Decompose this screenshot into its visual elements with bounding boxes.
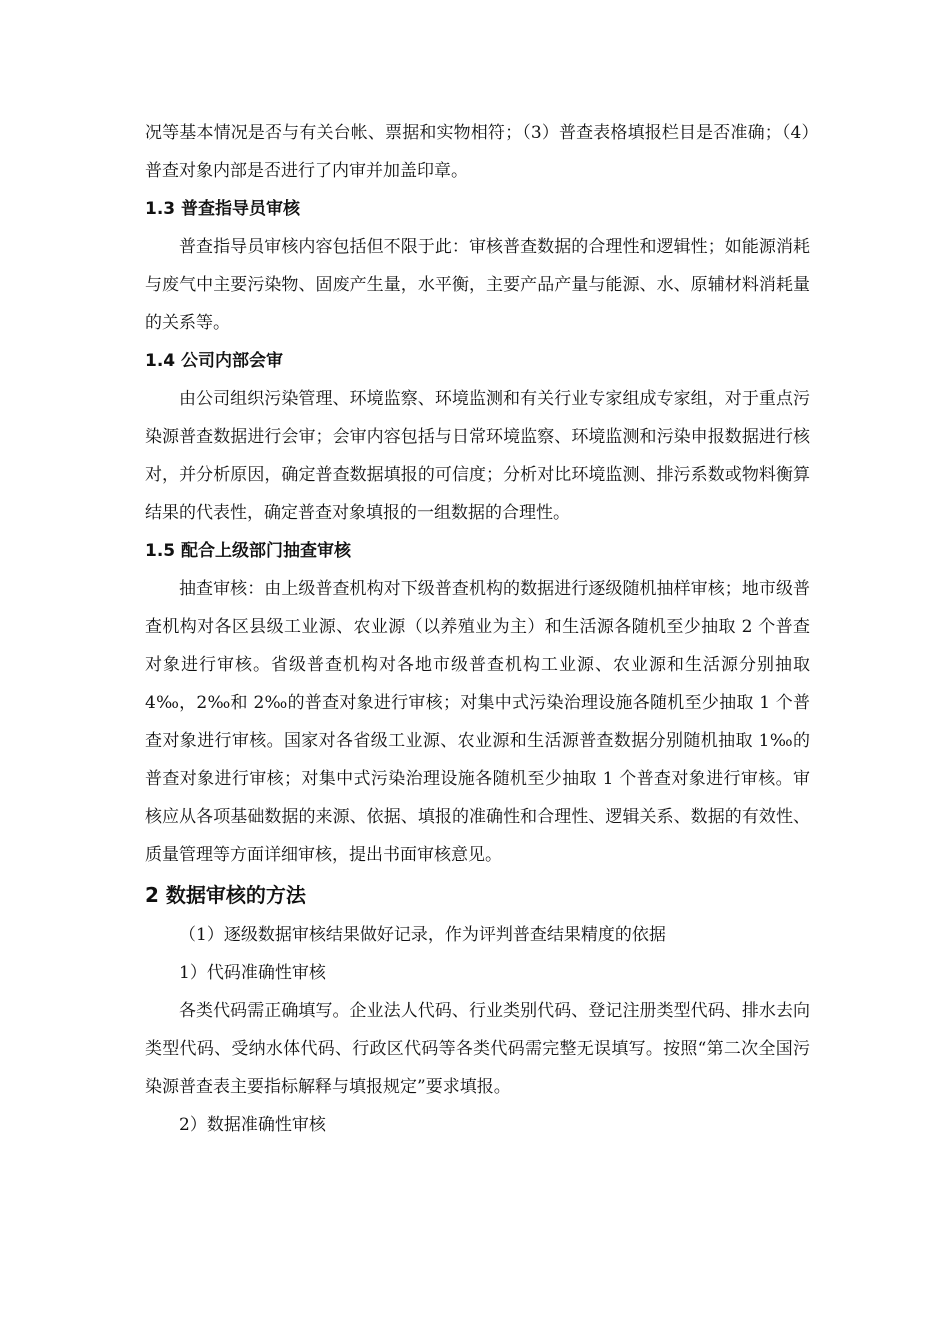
heading-1-4: 1.4 公司内部会审 bbox=[145, 351, 284, 371]
paragraph-guide-review: 普查指导员审核内容包括但不限于此：审核普查数据的合理性和逻辑性；如能源消耗与废气中主要污染物、固废产生量，水平衡，主要产品产量与能源、水、原辅材料消耗量的关系等。 bbox=[145, 237, 810, 333]
paragraph-data-check-title: 2）数据准确性审核 bbox=[179, 1115, 326, 1135]
paragraph-code-check-title: 1）代码准确性审核 bbox=[179, 963, 326, 983]
heading-1-3: 1.3 普查指导员审核 bbox=[145, 199, 301, 219]
paragraph-continuation: 况等基本情况是否与有关台帐、票据和实物相符；（3）普查表格填报栏目是否准确；（4）普查对象内部是否进行了内审并加盖印章。 bbox=[145, 123, 810, 181]
heading-1-5: 1.5 配合上级部门抽查审核 bbox=[145, 541, 352, 561]
paragraph-spot-check: 抽查审核：由上级普查机构对下级普查机构的数据进行逐级随机抽样审核；地市级普查机构对各区县级工业源、农业源（以养殖业为主）和生活源各随机至少抽取 2 个普查对象进行审核。省级普查机构对各地市级普查机构工业源、农业源和生活源分别抽取 4‰，2‰和 2‰的普查对象进行审核；对集中式污染治理设施各随机至少抽取 1 个普查对象进行审核。国家对各省级工业源、农业源和生活源普查数据分别随机抽取 1‰的普查对象进行审核；对集中式污染治理设施各随机至少抽取 1 个普查对象进行审核。审核应从各项基础数据的来源、依据、填报的准确性和合理性、逻辑关系、数据的有效性、质量管理等方面详细审核，提出书面审核意见。 bbox=[145, 579, 810, 865]
heading-2: 2 数据审核的方法 bbox=[145, 883, 306, 907]
paragraph-code-check: 各类代码需正确填写。企业法人代码、行业类别代码、登记注册类型代码、排水去向类型代码、受纳水体代码、行政区代码等各类代码需完整无误填写。按照“第二次全国污染源普查表主要指标解释与填报规定”要求填报。 bbox=[145, 1001, 810, 1097]
paragraph-record: （1）逐级数据审核结果做好记录，作为评判普查结果精度的依据 bbox=[179, 925, 666, 945]
document-body bbox=[145, 114, 810, 1144]
paragraph-internal-review: 由公司组织污染管理、环境监察、环境监测和有关行业专家组成专家组，对于重点污染源普查数据进行会审；会审内容包括与日常环境监察、环境监测和污染申报数据进行核对，并分析原因，确定普查数据填报的可信度；分析对比环境监测、排污系数或物料衡算结果的代表性，确定普查对象填报的一组数据的合理性。 bbox=[145, 389, 810, 523]
